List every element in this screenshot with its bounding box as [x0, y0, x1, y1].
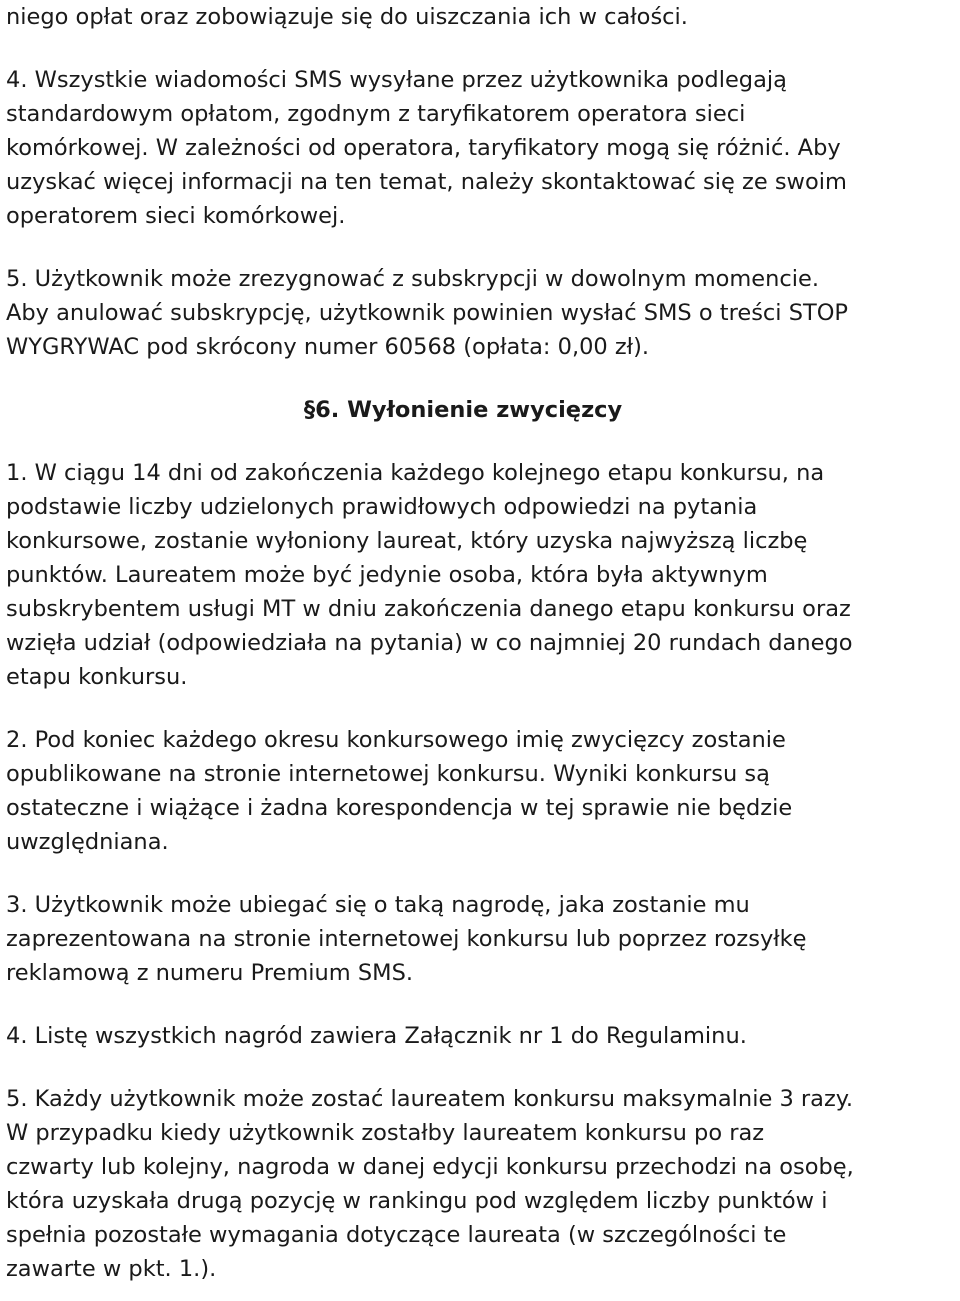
text-line: zaprezentowana na stronie internetowej konkursu lub poprzez rozsyłkę	[6, 926, 807, 952]
text-line: reklamową z numeru Premium SMS.	[6, 960, 413, 986]
text-line: zawarte w pkt. 1.).	[6, 1256, 217, 1282]
text-line: WYGRYWAC pod skrócony numer 60568 (opłata: 0,00 zł).	[6, 334, 650, 360]
text-line: 4. Wszystkie wiadomości SMS wysyłane przez użytkownika podlegają	[6, 67, 787, 93]
text-line: niego opłat oraz zobowiązuje się do uiszczania ich w całości.	[6, 4, 688, 30]
text-line: ostateczne i wiążące i żadna korespondencja w tej sprawie nie będzie	[6, 795, 793, 821]
paragraph-section6-point-1	[6, 456, 960, 694]
text-line: uwzględniana.	[6, 829, 169, 855]
text-line: czwarty lub kolejny, nagroda w danej edycji konkursu przechodzi na osobę,	[6, 1154, 854, 1180]
paragraph-section6-point-3	[6, 888, 960, 990]
text-line: 1. W ciągu 14 dni od zakończenia każdego kolejnego etapu konkursu, na	[6, 460, 825, 486]
text-line: punktów. Laureatem może być jedynie osoba, która była aktywnym	[6, 562, 768, 588]
text-line: etapu konkursu.	[6, 664, 188, 690]
document-page	[6, 0, 960, 1286]
text-line: standardowym opłatom, zgodnym z taryfikatorem operatora sieci	[6, 101, 746, 127]
paragraph-point-5-unsubscribe	[6, 262, 960, 364]
text-line: opublikowane na stronie internetowej konkursu. Wyniki konkursu są	[6, 761, 770, 787]
paragraph-section6-point-5	[6, 1082, 960, 1286]
text-line: 2. Pod koniec każdego okresu konkursowego imię zwycięzcy zostanie	[6, 727, 786, 753]
text-line: 5. Użytkownik może zrezygnować z subskrypcji w dowolnym momencie.	[6, 266, 820, 292]
paragraph-intro-continuation	[6, 0, 960, 34]
text-line: subskrybentem usługi MT w dniu zakończenia danego etapu konkursu oraz	[6, 596, 851, 622]
text-line: 5. Każdy użytkownik może zostać laureatem konkursu maksymalnie 3 razy.	[6, 1086, 854, 1112]
text-line: spełnia pozostałe wymagania dotyczące laureata (w szczególności te	[6, 1222, 787, 1248]
text-line: która uzyskała drugą pozycję w rankingu pod względem liczby punktów i	[6, 1188, 828, 1214]
text-line: W przypadku kiedy użytkownik zostałby laureatem konkursu po raz	[6, 1120, 765, 1146]
section-heading: §6. Wyłonienie zwycięzcy	[303, 397, 623, 423]
text-line: uzyskać więcej informacji na ten temat, należy skontaktować się ze swoim	[6, 169, 847, 195]
paragraph-point-4-sms-fees	[6, 63, 960, 233]
text-line: 4. Listę wszystkich nagród zawiera Załącznik nr 1 do Regulaminu.	[6, 1023, 747, 1049]
text-line: podstawie liczby udzielonych prawidłowych odpowiedzi na pytania	[6, 494, 758, 520]
text-line: 3. Użytkownik może ubiegać się o taką nagrodę, jaka zostanie mu	[6, 892, 750, 918]
paragraph-section6-point-4	[6, 1019, 960, 1053]
text-line: konkursowe, zostanie wyłoniony laureat, który uzyska najwyższą liczbę	[6, 528, 808, 554]
text-line: komórkowej. W zależności od operatora, taryfikatory mogą się różnić. Aby	[6, 135, 841, 161]
text-line: wzięła udział (odpowiedziała na pytania) w co najmniej 20 rundach danego	[6, 630, 853, 656]
text-line: operatorem sieci komórkowej.	[6, 203, 346, 229]
text-line: Aby anulować subskrypcję, użytkownik powinien wysłać SMS o treści STOP	[6, 300, 848, 326]
paragraph-section6-point-2	[6, 723, 960, 859]
